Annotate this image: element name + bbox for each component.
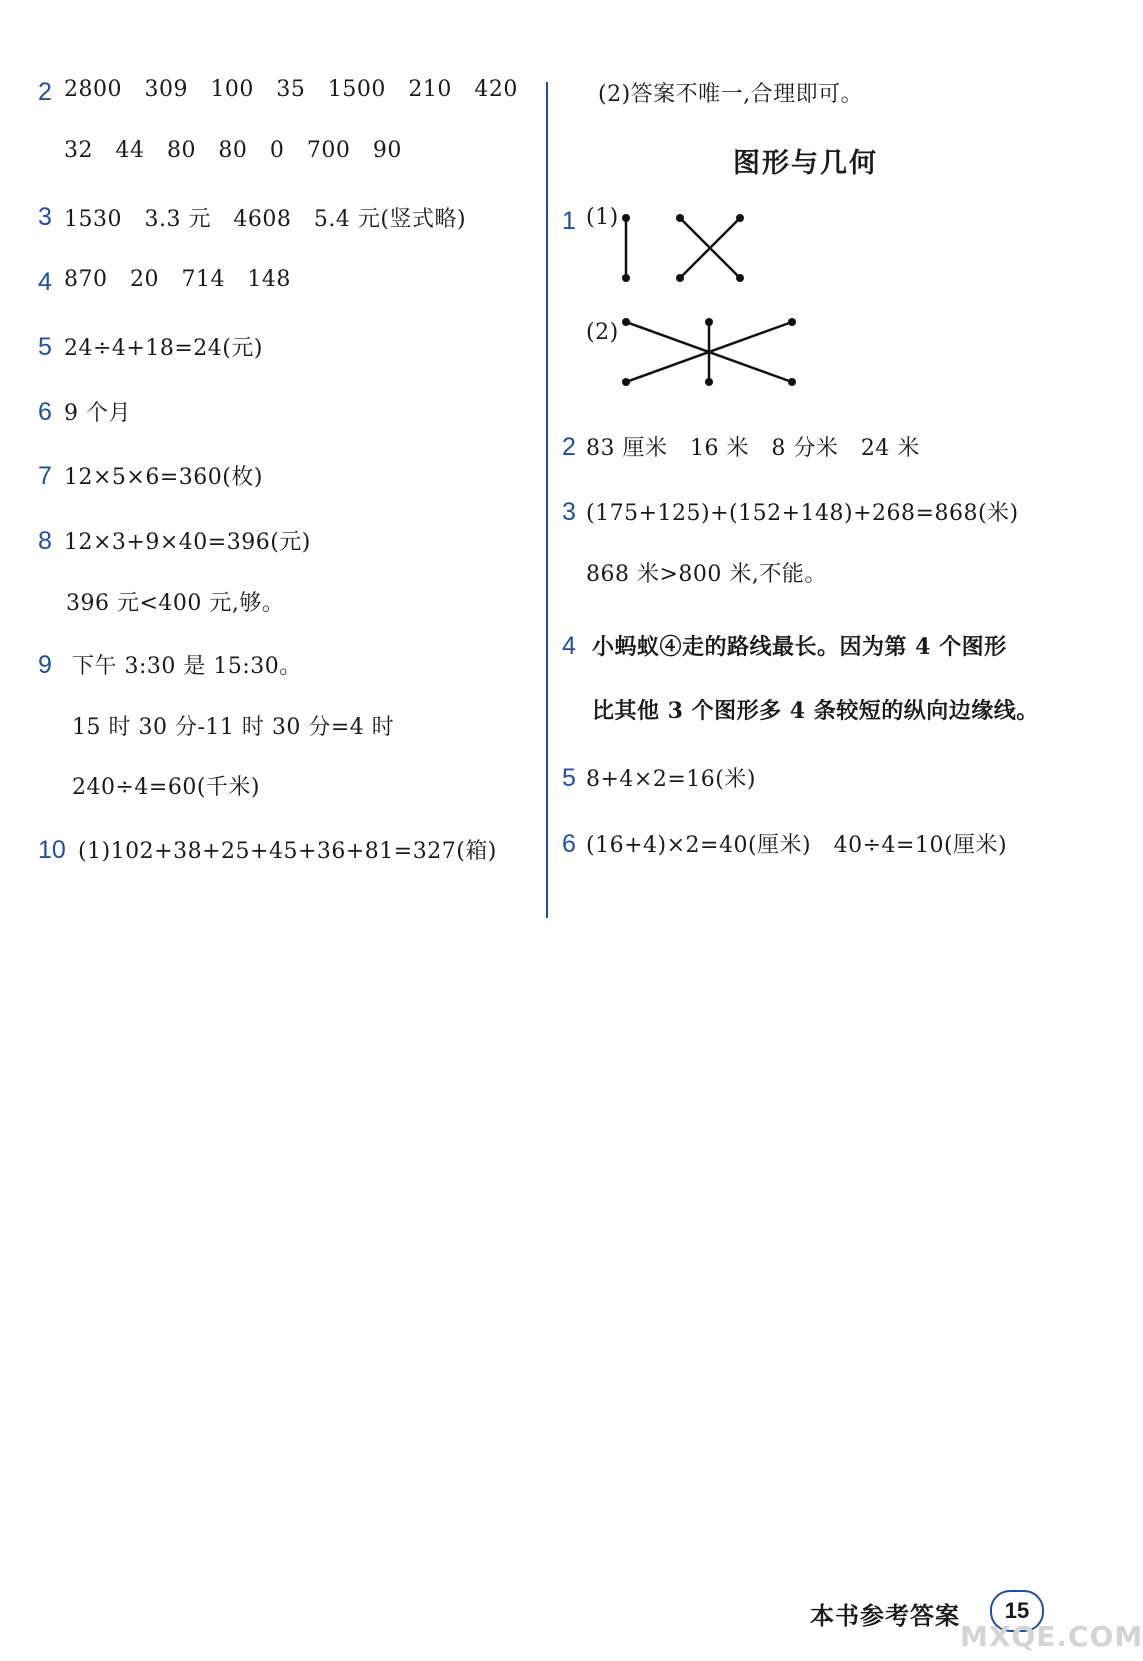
- question-number: 9: [38, 651, 52, 679]
- question-number: 1: [562, 207, 576, 235]
- footer-label: 本书参考答案: [810, 1602, 960, 1630]
- answer-line: 小蚂蚁④走的路线最长。因为第 4 个图形: [592, 634, 1007, 660]
- answer-line: 868 米>800 米,不能。: [586, 562, 827, 587]
- section-heading: 图形与几何: [733, 148, 878, 179]
- answer-line: (2)答案不唯一,合理即可。: [598, 82, 864, 107]
- question-number: 8: [38, 527, 52, 555]
- answer-line: 396 元<400 元,够。: [66, 591, 285, 616]
- question-number: 3: [38, 203, 52, 231]
- figure-2-lines: [600, 310, 820, 400]
- question-number: 2: [38, 78, 52, 106]
- answer-line: 15 时 30 分-11 时 30 分=4 时: [72, 715, 395, 740]
- column-divider: [546, 82, 548, 918]
- question-number: 3: [562, 498, 576, 526]
- part-label: (1): [586, 205, 619, 230]
- question-number: 4: [38, 268, 52, 296]
- answer-line: (16+4)×2=40(厘米) 40÷4=10(厘米): [586, 833, 1008, 858]
- question-number: 10: [38, 836, 66, 864]
- answer-line: 9 个月: [64, 401, 131, 426]
- answer-line: 32 44 80 80 0 700 90: [64, 138, 402, 163]
- answer-line: (1)102+38+25+45+36+81=327(箱): [78, 839, 497, 864]
- figure-1-lines: [600, 200, 780, 300]
- answer-line: 12×5×6=360(枚): [64, 465, 263, 490]
- watermark: MXQE.COM: [960, 1620, 1143, 1653]
- answer-line: 比其他 3 个图形多 4 条较短的纵向边缘线。: [592, 698, 1039, 724]
- question-number: 7: [38, 462, 52, 490]
- answer-line: 870 20 714 148: [64, 267, 291, 292]
- answer-line: 下午 3:30 是 15:30。: [72, 654, 302, 679]
- page-number: 15: [990, 1590, 1044, 1632]
- answer-line: 24÷4+18=24(元): [64, 336, 263, 361]
- question-number: 6: [38, 398, 52, 426]
- question-number: 5: [562, 764, 576, 792]
- question-number: 5: [38, 333, 52, 361]
- answer-line: 1530 3.3 元 4608 5.4 元(竖式略): [64, 207, 467, 232]
- answer-line: 8+4×2=16(米): [586, 767, 756, 792]
- question-number: 2: [562, 433, 576, 461]
- answer-line: (175+125)+(152+148)+268=868(米): [586, 501, 1019, 526]
- question-number: 4: [562, 632, 576, 660]
- part-label: (2): [586, 320, 619, 345]
- answer-line: 2800 309 100 35 1500 210 420: [64, 77, 518, 102]
- answer-line: 12×3+9×40=396(元): [64, 530, 311, 555]
- question-number: 6: [562, 830, 576, 858]
- answer-line: 83 厘米 16 米 8 分米 24 米: [586, 436, 920, 461]
- answer-line: 240÷4=60(千米): [72, 775, 261, 800]
